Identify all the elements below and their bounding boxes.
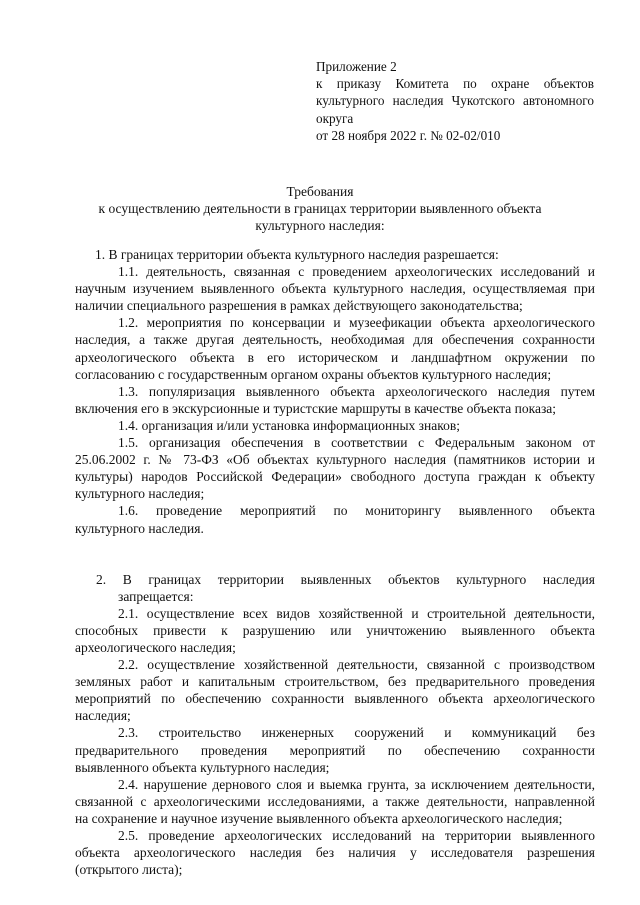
paragraph-line: 1.3. популяризация выявленного объекта археологического наследия путем: [118, 383, 595, 399]
paragraph-line: согласованию с государственным органом охраны объектов культурного наследия;: [75, 366, 552, 382]
appendix-line: округа: [316, 110, 354, 126]
paragraph-line: археологического объекта в его историческом и ландшафтном окружении по: [75, 349, 595, 365]
paragraph-line: археологического наследия;: [75, 639, 236, 655]
paragraph-line: 1.2. мероприятия по консервации и музеефикации объекта археологического: [118, 315, 595, 331]
item-2-2: [75, 656, 595, 724]
title-line: культурного наследия:: [255, 218, 385, 234]
paragraph-line: 1.5. организация обеспечения в соответствии с Федеральным законом от: [118, 435, 595, 451]
section-gap: [75, 554, 595, 571]
paragraph-line: культурного наследия.: [75, 520, 204, 536]
paragraph-line: 2.3. строительство инженерных сооружений и коммуникаций без: [118, 725, 595, 741]
item-1-3: [75, 383, 595, 417]
paragraph-line: 1.4. организация и/или установка информационных знаков;: [118, 417, 460, 433]
paragraph-line: (открытого листа);: [75, 862, 183, 878]
section-2-heading: [75, 571, 595, 605]
item-2-4: [75, 776, 595, 827]
title-line: Требования: [286, 184, 354, 199]
section-1-heading: 1. В границах территории объекта культурного наследия разрешается:: [95, 247, 499, 262]
paragraph-line: выявленного объекта культурного наследия;: [75, 759, 330, 775]
document-body: [75, 246, 595, 878]
item-1-1: [75, 263, 595, 314]
paragraph-line: 1.6. проведение мероприятий по мониторингу выявленного объекта: [118, 503, 595, 519]
paragraph-line: 1.1. деятельность, связанная с проведением археологических исследований и: [118, 264, 595, 280]
item-1-5: [75, 434, 595, 502]
paragraph-line: культурного наследия;: [75, 486, 205, 502]
item-2-1: [75, 605, 595, 656]
item-1-2: [75, 314, 595, 382]
paragraph-line: предварительного проведения мероприятий по обеспечению сохранности: [75, 742, 595, 758]
item-2-3: [75, 724, 595, 775]
appendix-line: Приложение 2: [316, 59, 397, 74]
paragraph-line: наследия, а также другая деятельность, необходимая для обеспечения сохранности: [75, 332, 595, 348]
document-title: [0, 183, 640, 235]
appendix-header: [316, 58, 594, 144]
paragraph-line: наследия;: [75, 708, 131, 724]
paragraph-line: способных привести к разрушению или уничтожению выявленного объекта: [75, 622, 595, 638]
paragraph-line: на сохранение и научное изучение выявленного объекта археологического наследия;: [75, 810, 563, 826]
paragraph-line: 2.4. нарушение дернового слоя и выемка грунта, за исключением деятельности,: [118, 776, 595, 792]
paragraph-line: 25.06.2002 г. № 73-ФЗ «Об объектах культурного наследия (памятников истории и: [75, 452, 595, 468]
heading-line: 2. В границах территории выявленных объектов культурного наследия: [96, 571, 595, 587]
paragraph-line: 2.5. проведение археологических исследований на территории выявленного: [118, 828, 595, 843]
paragraph-line: объекта археологического наследия без наличия у исследователя разрешения: [75, 845, 595, 861]
item-1-4: [75, 417, 595, 434]
heading-line: запрещается:: [118, 588, 194, 604]
paragraph-line: культуры) народов Российской Федерации» свободного доступа граждан к объекту: [75, 469, 595, 485]
paragraph-line: наличии специального разрешения в рамках действующего законодательства;: [75, 298, 523, 314]
paragraph-line: мероприятий по обеспечению сохранности выявленного объекта археологического: [75, 691, 595, 707]
appendix-line: культурного наследия Чукотского автономного: [316, 93, 594, 109]
paragraph-line: научным изучением выявленного объекта культурного наследия, осуществляемая при: [75, 281, 595, 297]
paragraph-line: 2.1. осуществление всех видов хозяйственной и строительной деятельности,: [118, 605, 595, 621]
title-line: к осуществлению деятельности в границах территории выявленного объекта: [98, 201, 542, 217]
paragraph-line: 2.2. осуществление хозяйственной деятельности, связанной с производством: [118, 657, 595, 673]
appendix-line: от 28 ноября 2022 г. № 02-02/010: [316, 127, 501, 143]
paragraph-line: включения его в экскурсионные и туристские маршруты в качестве объекта показа;: [75, 400, 557, 416]
section-gap: [75, 537, 595, 554]
paragraph-line: связанной с археологическими исследованиями, а также деятельности, направленной: [75, 793, 595, 809]
paragraph-line: земляных работ и капитальным строительством, без предварительного проведения: [75, 674, 595, 690]
item-2-5: [75, 827, 595, 878]
item-1-6: [75, 502, 595, 536]
appendix-line: к приказу Комитета по охране объектов: [316, 76, 594, 92]
